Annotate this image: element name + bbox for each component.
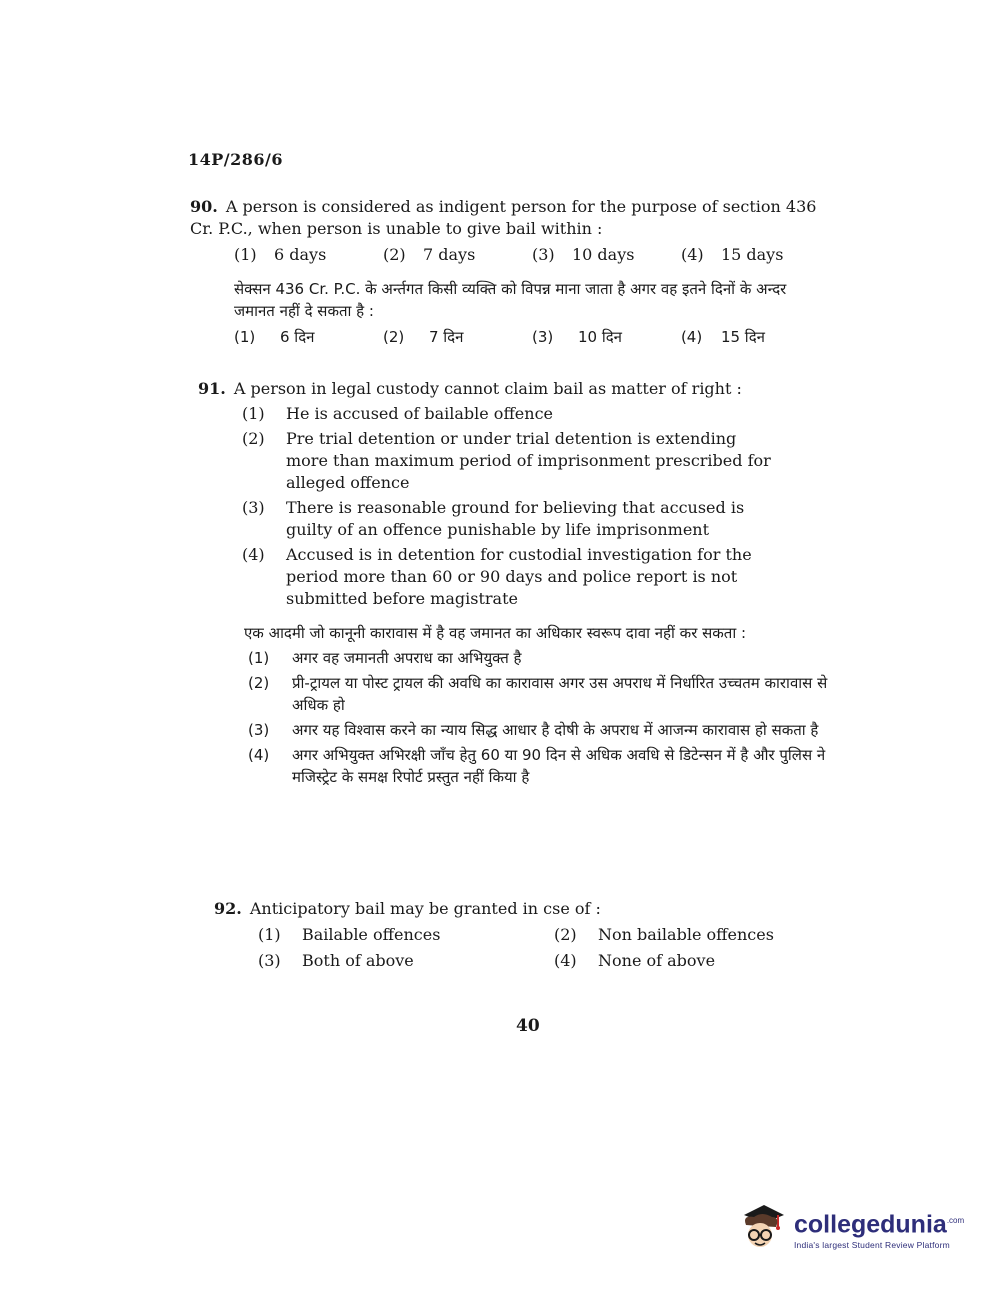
logo-text bbox=[794, 1208, 964, 1249]
option-3: (3) Both of above bbox=[258, 951, 414, 970]
brand-tagline: India's largest Student Review Platform bbox=[794, 1239, 950, 1250]
option-4: (4) None of above bbox=[554, 951, 716, 970]
option-4-hi: (4) अगर अभियुक्त अभिरक्षी जाँच हेतु 60 या 90 दिन से अधिक अवधि से डिटेन्सन में है और पुलिस ने मजिस्ट्रेट के समक्ष रिपोर्ट प्रस्तुत नहीं किया है bbox=[248, 746, 826, 786]
options-en bbox=[198, 403, 782, 610]
question-91-stem-en bbox=[198, 378, 828, 400]
option-2-hi: (2) 7 दिन bbox=[382, 328, 464, 346]
question-number: 92. bbox=[214, 899, 242, 918]
option-3-hi: (3) 10 दिन bbox=[531, 328, 622, 346]
option-4: (4) Accused is in detention for custodial investigation for the period more than 60 or 90 days and police report is not submitted before magistrate bbox=[242, 545, 752, 608]
options-row-2 bbox=[214, 950, 814, 972]
question-90 bbox=[190, 196, 820, 348]
question-text: A person in legal custody cannot claim bail as matter of right : bbox=[233, 379, 742, 398]
option-3-hi: (3) अगर यह विश्वास करने का न्याय सिद्ध आधार है दोषी के अपराध में आजन्म कारावास हो सकता है bbox=[248, 721, 819, 739]
option-1: (1) He is accused of bailable offence bbox=[242, 404, 554, 423]
question-number: 91. bbox=[198, 379, 226, 398]
brand-name: collegedunia$^{.com}$ bbox=[794, 1210, 965, 1239]
question-number: 90. bbox=[190, 197, 218, 216]
option-2-hi: (2) प्री-ट्रायल या पोस्ट ट्रायल की अवधि का कारावास अगर उस अपराध में निर्धारित उच्चतम कारावास से अधिक हो bbox=[248, 674, 828, 714]
mascot-icon bbox=[738, 1201, 786, 1257]
question-92-stem-en bbox=[214, 898, 814, 920]
options-hi bbox=[190, 326, 820, 348]
question-91 bbox=[198, 378, 828, 788]
question-92 bbox=[214, 898, 814, 972]
question-text: Anticipatory bail may be granted in cse of : bbox=[249, 899, 601, 918]
paper-code: 14P/286/6 bbox=[188, 150, 284, 169]
option-2: (2) 7 days bbox=[382, 245, 476, 264]
option-1-hi: (1) 6 दिन bbox=[234, 328, 315, 346]
option-2: (2) Pre trial detention or under trial detention is extending more than maximum period of imprisonment prescribed for alleged offence bbox=[242, 429, 771, 492]
question-90-stem-hi: सेक्सन 436 Cr. P.C. के अर्न्तगत किसी व्यक्ति को विपन्न माना जाता है अगर वह इतने दिनों के अन्दर जमानत नहीं दे सकता है : bbox=[234, 280, 787, 320]
question-text: A person is considered as indigent person for the purpose of section 436 Cr. P.C., when person is unable to give bail within : bbox=[190, 197, 817, 238]
option-3: (3) There is reasonable ground for believing that accused is guilty of an offence punishable by life imprisonment bbox=[242, 498, 745, 539]
option-1: (1) Bailable offences bbox=[258, 925, 441, 944]
option-1-hi: (1) अगर वह जमानती अपराध का अभियुक्त है bbox=[248, 649, 522, 667]
option-4: (4) 15 days bbox=[680, 245, 784, 264]
option-2: (2) Non bailable offences bbox=[554, 925, 774, 944]
options-row-1 bbox=[214, 924, 814, 946]
options-en bbox=[190, 244, 820, 266]
collegedunia-watermark bbox=[738, 1197, 968, 1261]
question-90-stem-en bbox=[190, 196, 820, 240]
option-4-hi: (4) 15 दिन bbox=[680, 328, 765, 346]
option-3: (3) 10 days bbox=[531, 245, 635, 264]
page-number: 40 bbox=[516, 1016, 540, 1036]
question-91-stem-hi: एक आदमी जो कानूनी कारावास में है वह जमानत का अधिकार स्वरूप दावा नहीं कर सकता : bbox=[244, 624, 747, 642]
options-hi bbox=[198, 647, 838, 788]
option-1: (1) 6 days bbox=[234, 245, 327, 264]
